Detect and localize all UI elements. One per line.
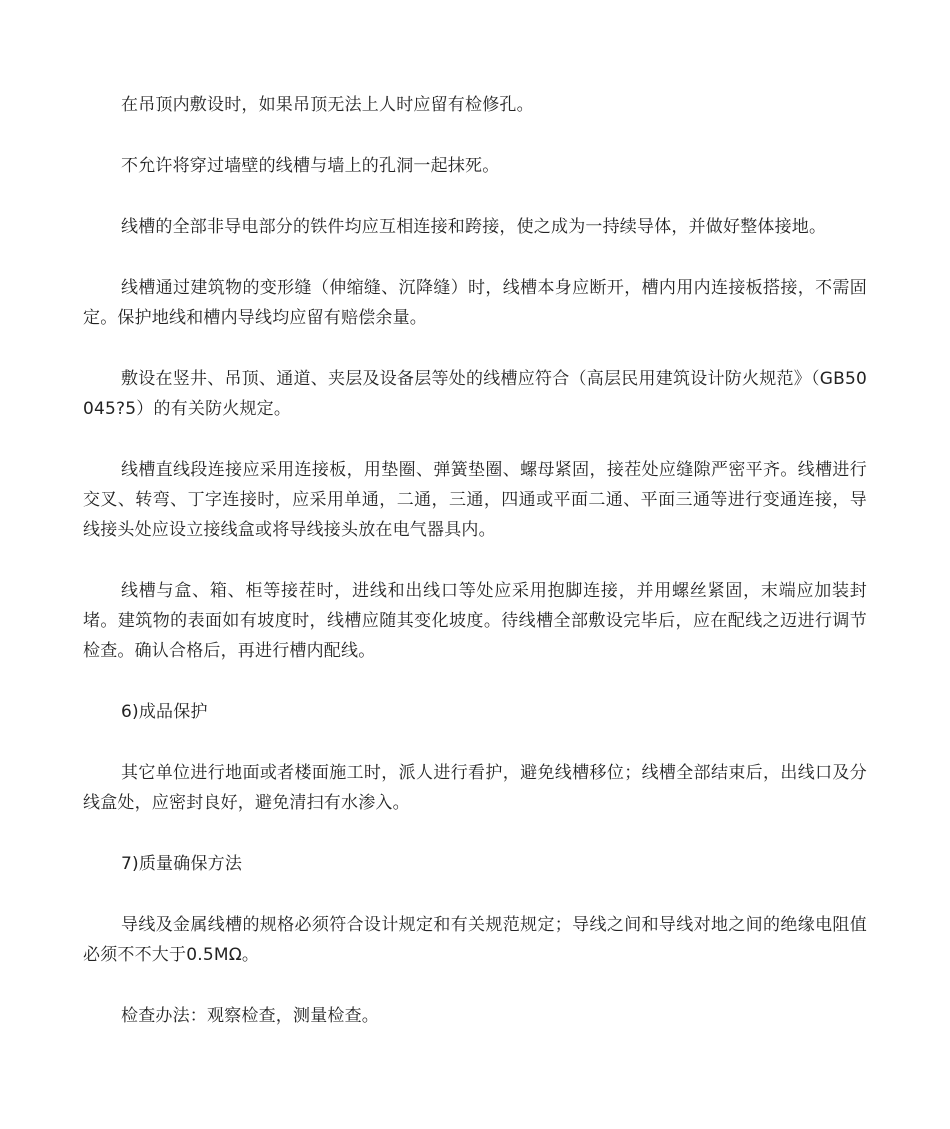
paragraph-grounding: 线槽的全部非导电部分的铁件均应互相连接和跨接，使之成为一持续导体，并做好整体接地。: [121, 217, 827, 237]
paragraph-deformation-joints: 线槽通过建筑物的变形缝（伸缩缝、沉降缝）时，线槽本身应断开，槽内用内连接板搭接，不需固定。保护地线和槽内导线均应留有赔偿余量。: [83, 278, 867, 328]
paragraph-box-connections: 线槽与盒、箱、柜等接茬时，进线和出线口等处应采用抱脚连接，并用螺丝紧固，末端应加装封堵。建筑物的表面如有坡度时，线槽应随其变化坡度。待线槽全部敷设完毕后，应在配线之迈进行调节检查。确认合格后，再进行槽内配线。: [83, 581, 867, 661]
paragraph-straight-connections: 线槽直线段连接应采用连接板，用垫圈、弹簧垫圈、螺母紧固，接茬处应缝隙严密平齐。线槽进行交叉、转弯、丁字连接时，应采用单通，二通，三通，四通或平面二通、平面三通等进行变通连接，导线接头处应设立接线盒或将导线接头放在电气器具内。: [83, 460, 867, 540]
document-body: [83, 90, 867, 1062]
paragraph-ceiling-access: 在吊顶内敷设时，如果吊顶无法上人时应留有检修孔。: [121, 95, 534, 115]
paragraph-protection-measures: 其它单位进行地面或者楼面施工时，派人进行看护，避免线槽移位；线槽全部结束后，出线口及分线盒处，应密封良好，避免清扫有水渗入。: [83, 763, 867, 813]
paragraph-insulation-requirements: 导线及金属线槽的规格必须符合设计规定和有关规范规定；导线之间和导线对地之间的绝缘电阻值必须不不大于0.5MΩ。: [83, 915, 867, 965]
paragraph-fire-code: 敷设在竖井、吊顶、通道、夹层及设备层等处的线槽应符合（高层民用建筑设计防火规范》（GB50045?5）的有关防火规定。: [83, 369, 867, 419]
paragraph-wall-holes: 不允许将穿过墙壁的线槽与墙上的孔洞一起抹死。: [121, 156, 500, 176]
section-heading-quality-assurance: 7)质量确保方法: [121, 854, 243, 874]
paragraph-inspection-method: 检查办法：观察检查，测量检查。: [121, 1006, 379, 1026]
section-heading-product-protection: 6)成品保护: [121, 702, 208, 722]
